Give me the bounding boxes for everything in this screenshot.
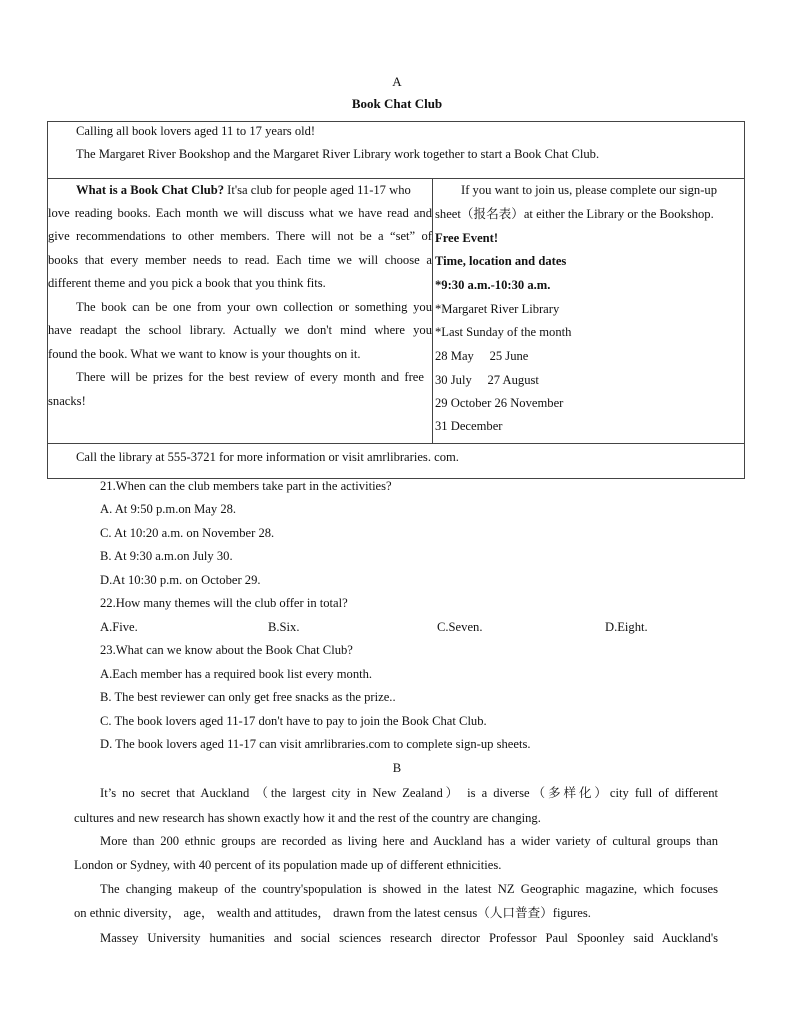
passage-b-line-7: Massey University humanities and social sciences research director Professor Paul Spoonley said Auckland's: [100, 931, 718, 945]
description-line-4: books that every member needs to read. Each time we will choose a: [48, 253, 432, 267]
book-chat-club-table: [47, 121, 745, 479]
table-row-intro: [48, 122, 744, 179]
q21-option-d: D.At 10:30 p.m. on October 29.: [100, 573, 261, 587]
free-event-label: Free Event!: [435, 231, 499, 245]
q23-option-a: A.Each member has a required book list every month.: [100, 667, 373, 681]
passage-b-line-4: London or Sydney, with 40 percent of its population made up of different ethnicities.: [74, 858, 502, 872]
passage-b-line-5: The changing makeup of the country'spopulation is showed in the latest NZ Geographic magazine, which focuses: [100, 882, 718, 896]
description-line-1-text: It'sa club for people aged 11-17 who: [224, 183, 411, 197]
intro-line-1: Calling all book lovers aged 11 to 17 years old!: [76, 124, 316, 138]
description-line-9: There will be prizes for the best review of every month and free: [76, 370, 424, 384]
event-line-1: If you want to join us, please complete our sign-up: [461, 183, 718, 197]
passage-b-line-3: More than 200 ethnic groups are recorded as living here and Auckland has a wider variety of cultural groups than: [100, 834, 718, 848]
contact-line: Call the library at 555-3721 for more information or visit amrlibraries. com.: [76, 450, 459, 464]
q23-option-c: C. The book lovers aged 11-17 don't have to pay to join the Book Chat Club.: [100, 714, 487, 728]
event-time: *9:30 a.m.-10:30 a.m.: [435, 278, 551, 292]
description-line-6: The book can be one from your own collection or something you: [76, 300, 432, 314]
right-column-event-info: [433, 179, 744, 443]
description-line-1: [76, 181, 411, 199]
q21-option-a: A. At 9:50 p.m.on May 28.: [100, 502, 237, 516]
question-22: 22.How many themes will the club offer in total?: [100, 596, 348, 610]
passage-b-line-6: on ethnic diversity， age， wealth and attitudes， drawn from the latest census（人口普查）figures.: [74, 906, 591, 920]
q22-option-b: B.Six.: [268, 620, 300, 634]
time-location-heading: Time, location and dates: [435, 254, 567, 268]
description-line-7: have readapt the school library. Actually we don't mind where you: [48, 323, 432, 337]
event-dates-4: 31 December: [435, 419, 503, 433]
q22-option-d: D.Eight.: [605, 620, 648, 634]
intro-line-2: The Margaret River Bookshop and the Margaret River Library work together to start a Book Chat Club.: [76, 147, 600, 161]
section-a-title: Book Chat Club: [351, 96, 443, 111]
q21-option-b: B. At 9:30 a.m.on July 30.: [100, 549, 233, 563]
event-location: *Margaret River Library: [435, 302, 560, 316]
passage-b-line-1: It’s no secret that Auckland （the largest city in New Zealand） is a diverse（多样化）city full of different: [100, 786, 718, 800]
event-dates-2: 30 July 27 August: [435, 373, 539, 387]
left-column-description: [48, 179, 433, 443]
section-b-letter: B: [392, 761, 402, 775]
q23-option-d: D. The book lovers aged 11-17 can visit amrlibraries.com to complete sign-up sheets.: [100, 737, 531, 751]
event-line-2: sheet（报名表）at either the Library or the Bookshop.: [435, 207, 714, 221]
description-line-2: love reading books. Each month we will discuss what we have read and: [48, 206, 432, 220]
question-21: 21.When can the club members take part in the activities?: [100, 479, 392, 493]
description-line-8: found the book. What we want to know is your thoughts on it.: [48, 347, 361, 361]
q22-option-a: A.Five.: [100, 620, 138, 634]
event-dates-1: 28 May 25 June: [435, 349, 529, 363]
q21-option-c: C. At 10:20 a.m. on November 28.: [100, 526, 275, 540]
question-23: 23.What can we know about the Book Chat Club?: [100, 643, 353, 657]
description-line-5: different theme and you pick a book that you think fits.: [48, 276, 326, 290]
event-frequency: *Last Sunday of the month: [435, 325, 572, 339]
description-line-3: give recommendations to other members. There will not be a “set” of: [48, 229, 432, 243]
section-a-letter: A: [392, 74, 402, 89]
q23-option-b: B. The best reviewer can only get free snacks as the prize..: [100, 690, 396, 704]
description-line-10: snacks!: [48, 394, 86, 408]
table-row-details: [48, 179, 744, 444]
event-dates-3: 29 October 26 November: [435, 396, 564, 410]
description-heading: What is a Book Chat Club?: [76, 183, 225, 197]
q22-option-c: C.Seven.: [437, 620, 483, 634]
passage-b-line-2: cultures and new research has shown exactly how it and the rest of the country are changing.: [74, 811, 541, 825]
table-row-contact: [48, 444, 744, 478]
